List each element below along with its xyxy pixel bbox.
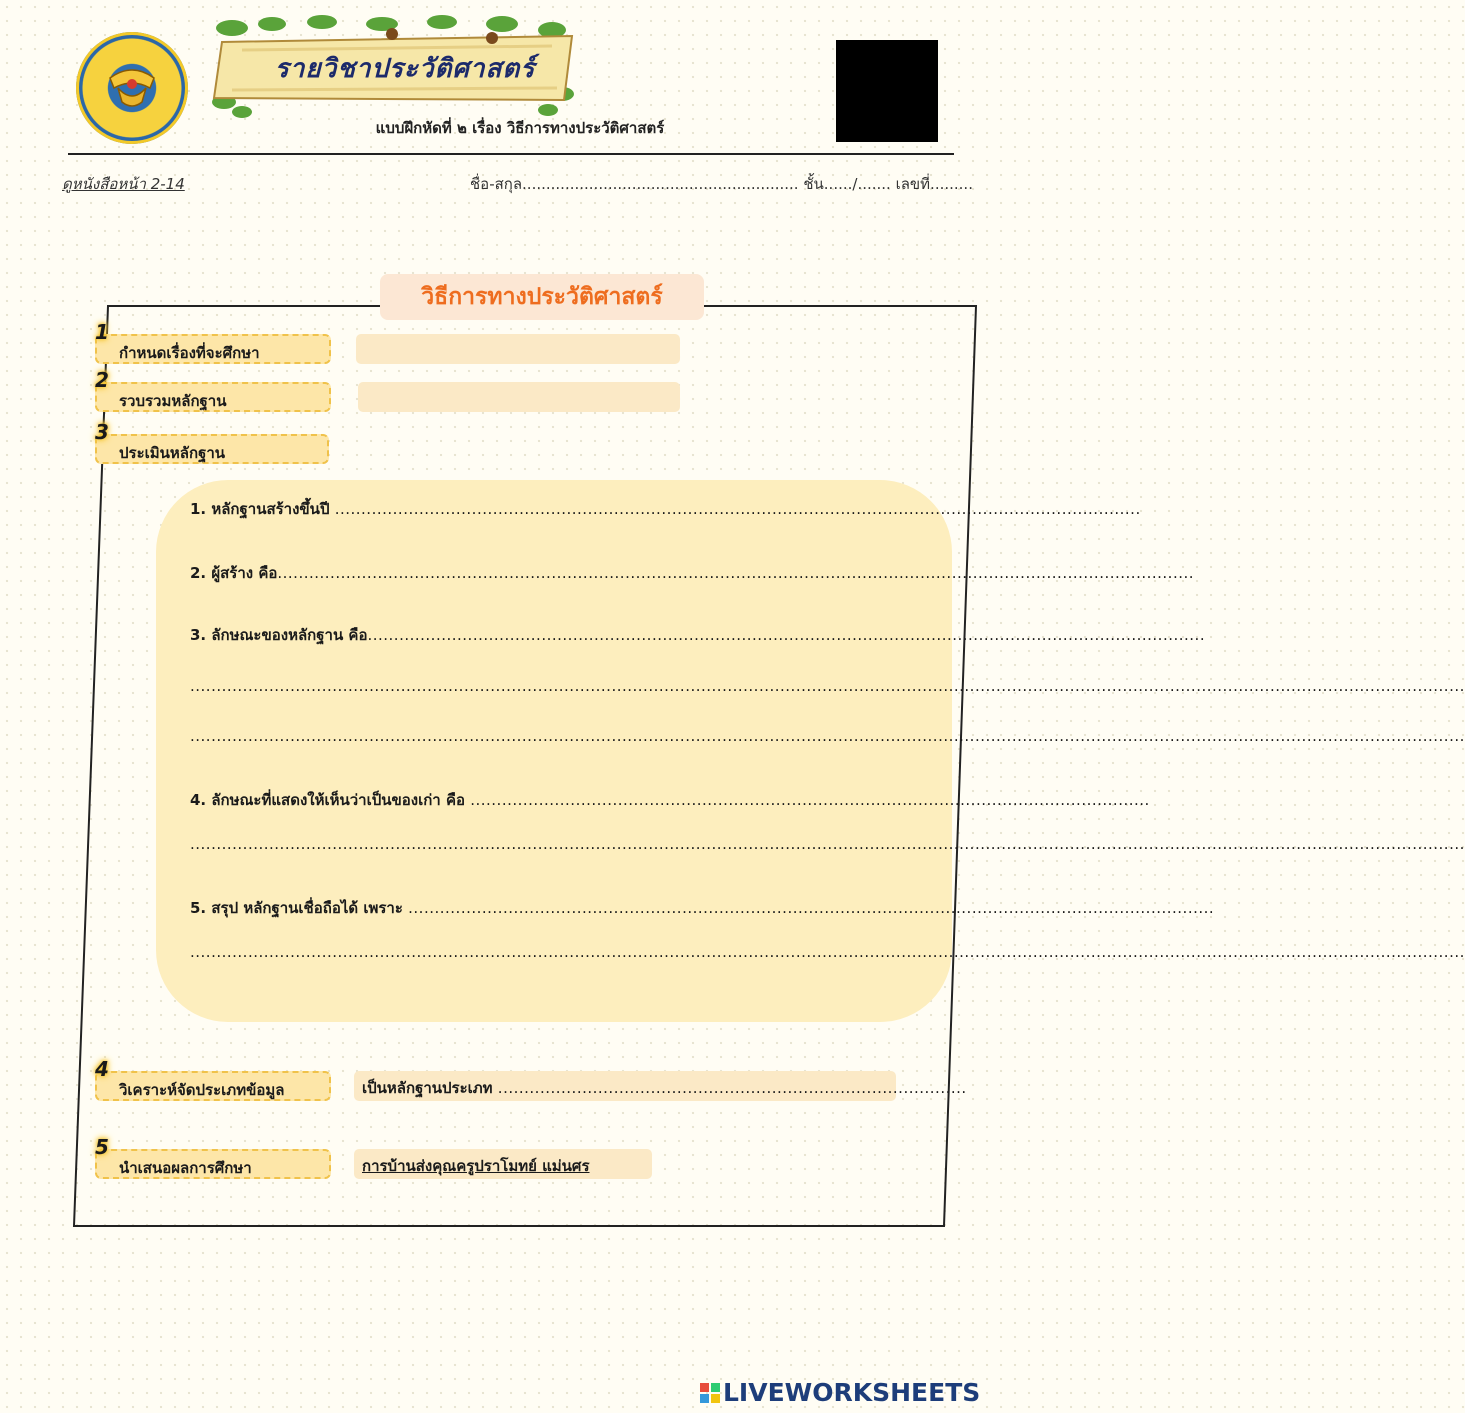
step-label: รวบรวมหลักฐาน: [119, 392, 227, 410]
answer-dots: ..................................................................................................................................................................................................................................................: [190, 727, 1465, 745]
question-text: 4. ลักษณะที่แสดงให้เห็นว่าเป็นของเก่า คือ: [190, 791, 465, 809]
answer-dots: .........................................................................................................................................................: [408, 899, 1215, 917]
answer-dots: ...............................................................................................................................................................: [367, 626, 1206, 644]
topic-answer-field[interactable]: [356, 334, 680, 364]
eval-question-1[interactable]: [190, 497, 1141, 521]
answer-text: การบ้านส่งคุณครูปราโมทย์ แม่นศร: [362, 1157, 590, 1175]
question-text: 1. หลักฐานสร้างขึ้นปี: [190, 500, 330, 518]
answer-dots: .........................................................................................................................................................: [334, 500, 1141, 518]
answer-dots: .................................................................................................................................: [470, 791, 1150, 809]
question-text: 5. สรุป หลักฐานเชื่อถือได้ เพราะ: [190, 899, 403, 917]
answer-dots: ..................................................................................................................................................................................................................................................: [190, 835, 1465, 853]
step-number: 1: [95, 320, 109, 344]
step-number: 2: [95, 368, 109, 392]
step-3: [95, 420, 329, 464]
book-reference: ดูหนังสือหน้า 2-14: [62, 175, 185, 193]
question-text: 2. ผู้สร้าง คือ: [190, 564, 278, 582]
answer-dots: ..................................................................................................................................................................................................................................................: [190, 677, 1465, 695]
worksheet-subtitle: แบบฝึกหัดที่ ๒ เรื่อง วิธีการทางประวัติศาสตร์: [375, 119, 665, 137]
step-1: [95, 320, 331, 364]
eval-question-3[interactable]: [190, 623, 1206, 647]
answer-dots: ..............................................................................................................................................................................: [277, 564, 1195, 582]
step-label: นำเสนอผลการศึกษา: [119, 1159, 252, 1177]
question-text: 3. ลักษณะของหลักฐาน คือ: [190, 626, 368, 644]
step-label: กำหนดเรื่องที่จะศึกษา: [119, 344, 260, 362]
eval-blank-line[interactable]: [190, 835, 1465, 853]
section-title: วิธีการทางประวัติศาสตร์: [380, 274, 704, 320]
eval-question-5[interactable]: [190, 896, 1215, 920]
step-number: 4: [95, 1057, 109, 1081]
liveworksheets-icon: [700, 1383, 720, 1403]
presentation-answer-field[interactable]: [354, 1149, 652, 1179]
eval-question-2[interactable]: [190, 561, 1195, 585]
eval-question-4[interactable]: [190, 788, 1150, 812]
eval-blank-line[interactable]: [190, 677, 1465, 695]
student-info-line: ชื่อ-สกุล.......................................................... ชั้น....../....... เลขที่.........: [470, 175, 973, 193]
step-label: วิเคราะห์จัดประเภทข้อมูล: [119, 1081, 285, 1099]
answer-text: เป็นหลักฐานประเภท .........................................................................................: [362, 1079, 967, 1097]
eval-blank-line[interactable]: [190, 943, 1465, 961]
step-number: 5: [95, 1135, 109, 1159]
step-2: [95, 368, 331, 412]
liveworksheets-logo[interactable]: [700, 1378, 980, 1407]
step-number: 3: [95, 420, 109, 444]
banner-title: รายวิชาประวัติศาสตร์: [274, 54, 536, 84]
step-label: ประเมินหลักฐาน: [119, 444, 226, 462]
evidence-answer-field[interactable]: [358, 382, 680, 412]
step-4: [95, 1057, 331, 1101]
answer-dots: ..................................................................................................................................................................................................................................................: [190, 943, 1465, 961]
step-5: [95, 1135, 331, 1179]
classify-answer-field[interactable]: [354, 1071, 967, 1101]
eval-blank-line[interactable]: [190, 727, 1465, 745]
brand-text: LIVEWORKSHEETS: [723, 1378, 981, 1407]
